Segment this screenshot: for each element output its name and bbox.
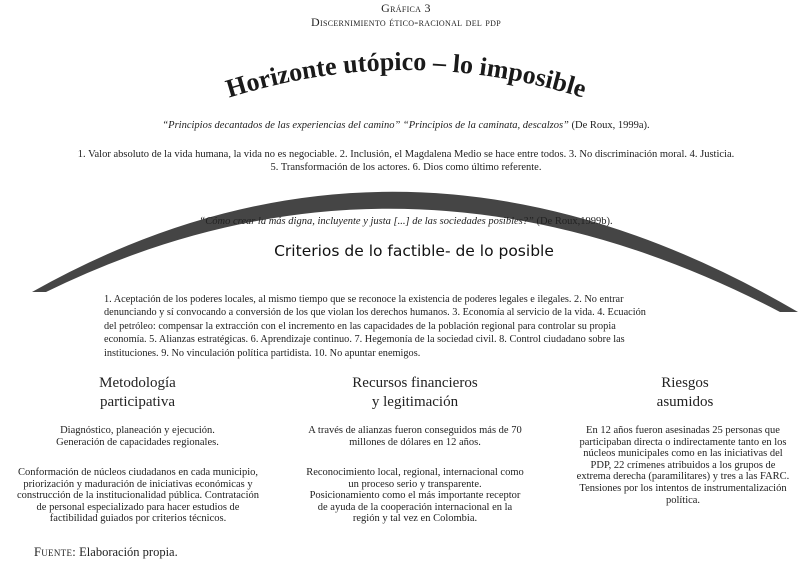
feasibility-title: Criterios de lo factible- de lo posible xyxy=(274,242,554,260)
source-note: Fuente: Elaboración propia. xyxy=(34,545,178,559)
methodology-title: Metodología participativa xyxy=(99,375,176,410)
resources-title: Recursos financieros y legitimación xyxy=(352,375,478,410)
risks-title: Riesgos asumidos xyxy=(656,375,714,410)
svg-text:Horizonte utópico – lo imposib: Horizonte utópico – lo imposible xyxy=(222,46,590,104)
methodology-text-1: Diagnóstico, planeación y ejecución. Generación de capacidades regionales. xyxy=(56,425,219,448)
feasibility-criteria: 1. Aceptación de los poderes locales, al mismo tiempo que se reconoce la existencia de poderes legales e ilegales. 2. No entrar denunciando y sí convocando a conversión de los que violan los derechos humanos. 3. Economía al servicio de la vida. 4. Ecuación del petróleo: compensar la extracción con el incremento en las capacidades de la población regional para controlar su propia economía. 5. Alianzas estratégicas. 6. Aprendizaje continuo. 7. Hegemonía de la sociedad civil. 8. Control ciudadano sobre las instituciones. 9. No vinculación política partidista. 10. No apuntar enemigos. xyxy=(104,294,646,359)
resources-text-1: A través de alianzas fueron conseguidos más de 70 millones de dólares en 12 años. xyxy=(308,425,522,448)
principles-quote: “Principios decantados de las experiencias del camino” “Principios de la caminata, descalzos” (De Roux, 1999a). xyxy=(162,120,650,131)
risks-text: En 12 años fueron asesinadas 25 personas que participaban directa o indirectamente tanto en los núcleos municipales como en las iniciativas del PDP, 22 crímenes atribuidos a los grupos de extrema derecha (paramilitares) y tres a las FARC. Tensiones por los intentos de instrumentalización política. xyxy=(576,425,790,506)
feasibility-quote: “Cómo crear la más digna, incluyente y justa [...] de las sociedades posibles?” (De Roux,1999b). xyxy=(199,216,613,227)
resources-text-2: Reconocimiento local, regional, internacional como un proceso serio y transparente. Posicionamiento como el más importante receptor de ayuda de la cooperación internacional en la región y tal vez en Colombia. xyxy=(306,467,524,525)
principles-list: 1. Valor absoluto de la vida humana, la vida no es negociable. 2. Inclusión, el Magdalena Medio se hace entre todos. 3. No discriminación moral. 4. Justicia. 5. Transformación de los actores. 6. Dios como último referente. xyxy=(77,149,735,173)
horizon-title xyxy=(0,0,812,120)
figure-subtitle: Discernimiento ético-racional del pdp xyxy=(311,15,501,29)
methodology-text-2: Conformación de núcleos ciudadanos en cada municipio, priorización y maduración de iniciativas económicas y construcción de la institucionalidad pública. Contratación de personal especializado para hacer estudios de factibilidad guiados por criterios técnicos. xyxy=(16,467,259,525)
figure-label: Gráfica 3 xyxy=(381,1,431,15)
